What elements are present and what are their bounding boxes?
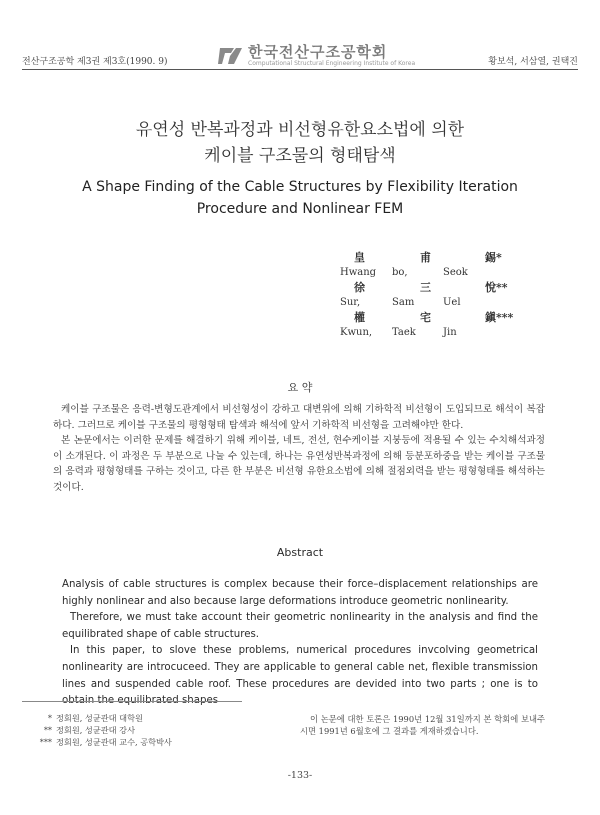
footnote-1: * 정회원, 성균관대 대학원 [47,713,143,723]
english-abstract-para2: Therefore, we must take account their geometric nonlinearity in the analysis and find the equilibrated shape of cable structures. [62,612,538,640]
society-logo-icon [218,46,244,66]
society-subtitle: Computational Structural Engineering Institute of Korea [248,60,416,67]
footnote-rule [22,701,242,702]
english-abstract-para3: In this paper, to slove these problems, numerical procedures invcolving geometrical nonlinearity are introcuceed. They are applicable to general cable net, flexible transmission lines and suspended cable roof. These procedures are devided into two parts ; one is to obtain the equilibrated shapes [62,645,538,707]
discussion-note: 이 논문에 대한 토론은 1990년 12월 31일까지 본 학회에 보내주시면 1991년 6월호에 그 결과를 게재하겠습니다. [300,714,545,736]
author-3-hanja: 權 宅 鎭*** [354,311,514,324]
author-3-roman: Kwun, Taek Jin [340,327,457,338]
author-block [340,250,520,340]
title-english-line2: Procedure and Nonlinear FEM [196,201,404,217]
title-korean-line1: 유연성 반복과정과 비선형유한요소법에 의한 [135,120,465,140]
page-number: -133- [287,770,313,781]
society-logo [218,44,415,67]
footnote-3: *** 정회원, 성균관대 교수, 공학박사 [39,737,172,747]
header-authors: 황보석, 서삼열, 권택진 [488,57,578,67]
society-name: 한국전산구조공학회 [248,43,388,61]
english-abstract-heading: Abstract [276,546,324,559]
title-english-line1: A Shape Finding of the Cable Structures by Flexibility Iteration [82,179,518,195]
english-abstract-para1: Analysis of cable structures is complex because their force–displacement relationships are highly nonlinear and also because large deformations introduce geometric nonlinearity. [62,579,538,607]
korean-abstract-para2: 본 논문에서는 이러한 문제를 해결하기 위해 케이블, 네트, 전선, 현수케이블 지붕등에 적용될 수 있는 수치해석과정이 소개된다. 이 과정은 두 부분으로 나눌 수 있는데, 하나는 유연성반복과정에 의해 등분포하중을 받는 케이블 구조물의 응력과 평형형태를 구하는 것이고, 다른 한 부분은 비선형 유한요소법에 의해 절점외력을 받는 평형형태를 해석하는 것이다. [53,435,545,493]
korean-abstract-para1: 케이블 구조물은 응력-변형도관계에서 비선형성이 강하고 대변위에 의해 기하학적 비선형이 도입되므로 해석이 복잡하다. 그러므로 케이블 구조물의 평형형태 탐색과 해석에 앞서 기하학적 비선형을 고려해야만 한다. [53,404,545,431]
author-1-roman: Hwang bo, Seok [340,267,468,278]
author-1-hanja: 皇 甫 錫* [354,251,502,264]
journal-citation: 전산구조공학 제3권 제3호(1990. 9) [22,57,168,67]
english-abstract-body [62,577,538,710]
footnote-2: ** 정회원, 성균관대 강사 [43,725,135,735]
author-2-roman: Sur, Sam Uel [340,297,461,308]
header-rule [22,69,578,70]
korean-abstract-body [53,402,545,496]
title-korean-line2: 케이블 구조물의 형태탐색 [204,146,396,166]
korean-abstract-heading: 요 약 [287,381,313,394]
author-2-hanja: 徐 三 悅** [354,281,508,294]
